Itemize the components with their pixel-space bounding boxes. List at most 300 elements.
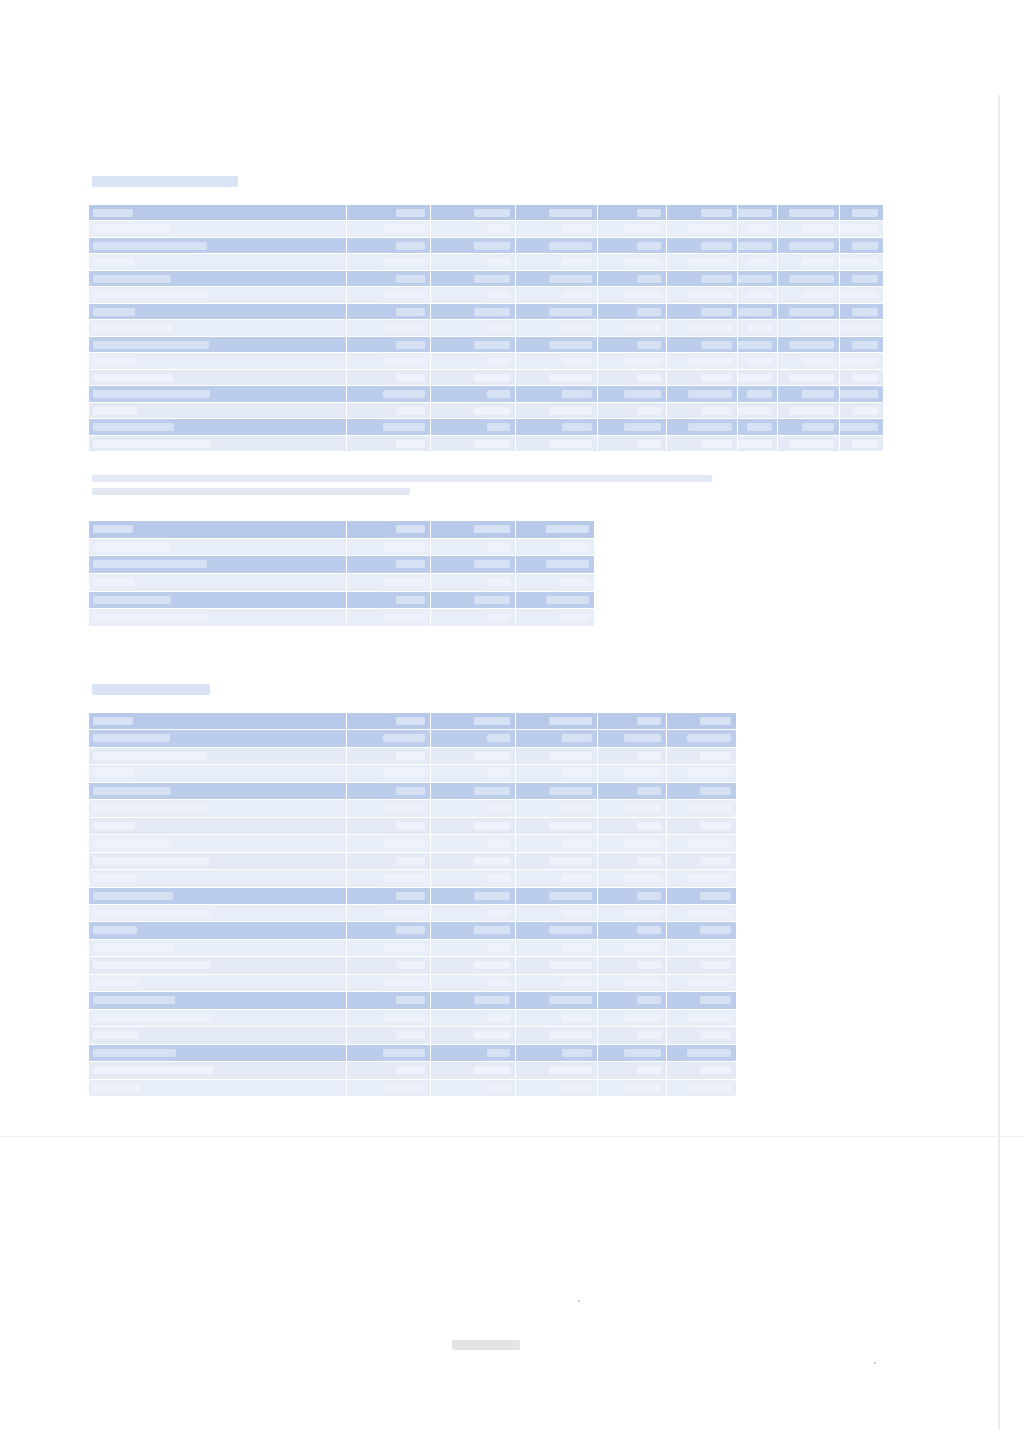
table-cell xyxy=(667,403,738,419)
table-cell xyxy=(89,609,347,627)
table-cell xyxy=(431,556,516,574)
table-cell xyxy=(840,337,884,353)
faded-text xyxy=(624,1084,661,1092)
table-cell xyxy=(598,783,667,800)
table-cell xyxy=(840,386,884,402)
faded-text xyxy=(700,996,731,1004)
table-cell xyxy=(840,436,884,452)
faded-text xyxy=(93,578,134,586)
table-cell xyxy=(89,957,347,974)
faded-text xyxy=(701,440,732,448)
table-cell xyxy=(667,320,738,336)
faded-text xyxy=(93,291,208,299)
faded-text xyxy=(840,258,878,266)
faded-text xyxy=(383,839,425,847)
page-divider xyxy=(0,1136,1024,1137)
faded-text xyxy=(624,734,661,742)
table-1 xyxy=(89,205,884,452)
table-cell xyxy=(89,835,347,852)
faded-text xyxy=(93,1031,139,1039)
faded-text xyxy=(738,407,772,415)
table-cell xyxy=(431,320,516,336)
table-cell xyxy=(738,353,778,369)
table-cell xyxy=(89,800,347,817)
faded-text xyxy=(701,308,732,316)
faded-text xyxy=(474,308,510,316)
table-cell xyxy=(347,730,431,747)
faded-text xyxy=(559,578,589,586)
faded-text xyxy=(487,357,510,365)
table-cell xyxy=(431,386,516,402)
table-cell xyxy=(431,337,516,353)
table-cell xyxy=(516,730,598,747)
faded-text xyxy=(562,874,592,882)
table-cell xyxy=(89,975,347,992)
table-cell xyxy=(598,713,667,730)
faded-text xyxy=(383,225,425,233)
table-cell xyxy=(516,436,598,452)
faded-text xyxy=(383,1049,425,1057)
table-cell xyxy=(778,386,840,402)
faded-text xyxy=(487,291,510,299)
faded-text xyxy=(487,874,510,882)
faded-text xyxy=(93,804,208,812)
faded-text xyxy=(549,209,592,217)
faded-text xyxy=(802,291,834,299)
table-cell xyxy=(667,1010,737,1027)
faded-text xyxy=(396,596,425,604)
faded-text xyxy=(562,839,592,847)
faded-text xyxy=(383,357,425,365)
faded-text xyxy=(487,979,510,987)
table-cell xyxy=(778,419,840,435)
table-cell xyxy=(431,888,516,905)
table-cell xyxy=(840,353,884,369)
table-cell xyxy=(598,1027,667,1044)
table-cell xyxy=(840,221,884,237)
table-cell xyxy=(598,1010,667,1027)
table-cell xyxy=(667,888,737,905)
section-heading-1 xyxy=(92,176,238,187)
faded-text xyxy=(396,926,425,934)
faded-text xyxy=(802,423,834,431)
faded-text xyxy=(383,1014,425,1022)
table-cell xyxy=(598,748,667,765)
faded-text xyxy=(549,407,592,415)
faded-text xyxy=(474,961,510,969)
table-cell xyxy=(516,853,598,870)
faded-text xyxy=(474,275,510,283)
table-cell xyxy=(598,353,667,369)
table-cell xyxy=(840,271,884,287)
table-cell xyxy=(89,254,347,270)
faded-text xyxy=(93,543,170,551)
faded-text xyxy=(487,1084,510,1092)
table-cell xyxy=(840,419,884,435)
faded-text xyxy=(840,225,878,233)
table-cell xyxy=(89,287,347,303)
table-cell xyxy=(516,748,598,765)
table-cell xyxy=(347,238,431,254)
faded-text xyxy=(624,1049,661,1057)
faded-text xyxy=(487,543,510,551)
table-cell xyxy=(667,370,738,386)
table-cell xyxy=(516,403,598,419)
faded-text xyxy=(738,275,772,283)
table-cell xyxy=(431,818,516,835)
table-cell xyxy=(516,592,595,610)
faded-text xyxy=(789,242,834,250)
table-cell xyxy=(516,521,595,539)
faded-text xyxy=(562,1084,592,1092)
table-cell xyxy=(667,419,738,435)
table-cell xyxy=(598,205,667,221)
faded-text xyxy=(487,258,510,266)
faded-text xyxy=(396,341,425,349)
table-cell xyxy=(89,521,347,539)
faded-text xyxy=(637,857,661,865)
table-cell xyxy=(347,922,431,939)
table-cell xyxy=(840,304,884,320)
table-cell xyxy=(667,853,737,870)
faded-text xyxy=(474,1066,510,1074)
faded-text xyxy=(840,291,878,299)
table-cell xyxy=(89,556,347,574)
table-cell xyxy=(89,238,347,254)
faded-text xyxy=(396,857,425,865)
table-cell xyxy=(89,539,347,557)
table-cell xyxy=(431,1045,516,1062)
faded-text xyxy=(93,242,207,250)
faded-text xyxy=(747,423,772,431)
table-cell xyxy=(347,835,431,852)
faded-text xyxy=(637,275,661,283)
page-edge xyxy=(998,95,1000,1430)
table-cell xyxy=(347,539,431,557)
faded-text xyxy=(701,209,732,217)
table-cell xyxy=(347,370,431,386)
table-cell xyxy=(516,1080,598,1097)
faded-text xyxy=(396,242,425,250)
table-cell xyxy=(431,730,516,747)
table-cell xyxy=(667,992,737,1009)
faded-text xyxy=(688,324,732,332)
table-cell xyxy=(516,800,598,817)
table-cell xyxy=(431,271,516,287)
faded-text xyxy=(701,407,732,415)
table-cell xyxy=(431,609,516,627)
table-cell xyxy=(431,975,516,992)
table-cell xyxy=(516,940,598,957)
table-cell xyxy=(347,386,431,402)
faded-text xyxy=(383,258,425,266)
faded-text xyxy=(700,717,731,725)
faded-text xyxy=(789,440,834,448)
faded-text xyxy=(474,596,510,604)
faded-text xyxy=(93,1049,176,1057)
faded-text xyxy=(93,839,172,847)
faded-text xyxy=(93,440,211,448)
table-cell xyxy=(516,835,598,852)
table-cell xyxy=(738,254,778,270)
faded-text xyxy=(93,275,171,283)
table-cell xyxy=(598,238,667,254)
table-cell xyxy=(598,370,667,386)
section-heading-2 xyxy=(92,684,210,695)
faded-text xyxy=(637,996,661,1004)
faded-text xyxy=(688,258,732,266)
faded-text xyxy=(559,613,589,621)
faded-text xyxy=(549,275,592,283)
table-cell xyxy=(89,730,347,747)
faded-text xyxy=(474,892,510,900)
faded-text xyxy=(637,341,661,349)
table-cell xyxy=(431,592,516,610)
table-cell xyxy=(516,353,598,369)
table-cell xyxy=(347,853,431,870)
table-cell xyxy=(89,386,347,402)
table-cell xyxy=(667,287,738,303)
table-cell xyxy=(667,353,738,369)
faded-text xyxy=(687,1049,731,1057)
table-cell xyxy=(598,730,667,747)
table-cell xyxy=(431,254,516,270)
faded-text xyxy=(93,787,171,795)
faded-text xyxy=(383,324,425,332)
faded-text xyxy=(747,258,772,266)
faded-text xyxy=(383,423,425,431)
table-cell xyxy=(347,713,431,730)
table-cell xyxy=(516,765,598,782)
faded-text xyxy=(562,734,592,742)
faded-text xyxy=(562,258,592,266)
faded-text xyxy=(637,822,661,830)
table-cell xyxy=(667,1027,737,1044)
faded-text xyxy=(487,909,510,917)
faded-text xyxy=(549,341,592,349)
table-cell xyxy=(347,574,431,592)
table-cell xyxy=(778,254,840,270)
faded-text xyxy=(93,341,209,349)
table-cell xyxy=(598,320,667,336)
faded-text xyxy=(624,909,661,917)
faded-text xyxy=(549,1031,592,1039)
faded-text xyxy=(688,390,732,398)
faded-text xyxy=(700,787,731,795)
table-cell xyxy=(347,1027,431,1044)
faded-text xyxy=(93,357,136,365)
table-cell xyxy=(516,922,598,939)
table-cell xyxy=(347,940,431,957)
faded-text xyxy=(487,1049,510,1057)
table-cell xyxy=(347,521,431,539)
table-3 xyxy=(89,713,737,1097)
faded-text xyxy=(852,308,878,316)
table-cell xyxy=(667,386,738,402)
faded-text xyxy=(852,407,878,415)
table-cell xyxy=(431,205,516,221)
faded-text xyxy=(93,717,133,725)
faded-text xyxy=(637,209,661,217)
faded-text xyxy=(789,341,834,349)
table-cell xyxy=(347,337,431,353)
table-cell xyxy=(778,271,840,287)
paragraph-line xyxy=(92,488,410,495)
faded-text xyxy=(637,407,661,415)
table-cell xyxy=(89,436,347,452)
table-cell xyxy=(89,765,347,782)
table-cell xyxy=(431,574,516,592)
faded-text xyxy=(637,374,661,382)
table-cell xyxy=(667,730,737,747)
table-cell xyxy=(516,419,598,435)
table-cell xyxy=(431,1062,516,1079)
table-cell xyxy=(598,905,667,922)
table-cell xyxy=(516,783,598,800)
table-cell xyxy=(778,221,840,237)
table-cell xyxy=(89,574,347,592)
faded-text xyxy=(396,209,425,217)
table-cell xyxy=(738,403,778,419)
table-cell xyxy=(840,287,884,303)
faded-text xyxy=(700,1066,731,1074)
paragraph-line xyxy=(92,475,712,482)
table-cell xyxy=(516,320,598,336)
faded-text xyxy=(624,944,661,952)
table-cell xyxy=(516,271,598,287)
faded-text xyxy=(687,769,731,777)
table-cell xyxy=(667,818,737,835)
table-cell xyxy=(840,403,884,419)
faded-text xyxy=(624,324,661,332)
table-cell xyxy=(431,353,516,369)
table-cell xyxy=(347,304,431,320)
faded-text xyxy=(700,752,731,760)
table-cell xyxy=(516,1027,598,1044)
faded-text xyxy=(688,423,732,431)
table-cell xyxy=(89,992,347,1009)
page-number-mark xyxy=(452,1340,520,1350)
table-cell xyxy=(516,818,598,835)
table-cell xyxy=(89,1062,347,1079)
faded-text xyxy=(474,926,510,934)
table-cell xyxy=(516,337,598,353)
table-cell xyxy=(516,888,598,905)
faded-text xyxy=(93,909,210,917)
faded-text xyxy=(93,596,171,604)
table-cell xyxy=(347,748,431,765)
faded-text xyxy=(637,961,661,969)
table-cell xyxy=(516,386,598,402)
faded-text xyxy=(624,1014,661,1022)
table-cell xyxy=(347,905,431,922)
table-cell xyxy=(431,539,516,557)
table-2 xyxy=(89,521,595,627)
table-cell xyxy=(89,748,347,765)
table-cell xyxy=(431,370,516,386)
table-cell xyxy=(89,370,347,386)
table-cell xyxy=(89,205,347,221)
faded-text xyxy=(700,892,731,900)
table-cell xyxy=(431,748,516,765)
faded-text xyxy=(383,734,425,742)
faded-text xyxy=(687,839,731,847)
faded-text xyxy=(624,839,661,847)
faded-text xyxy=(687,1014,731,1022)
faded-text xyxy=(474,341,510,349)
table-cell xyxy=(667,957,737,974)
faded-text xyxy=(624,874,661,882)
faded-text xyxy=(396,1031,425,1039)
faded-text xyxy=(474,242,510,250)
table-cell xyxy=(778,353,840,369)
faded-text xyxy=(93,944,174,952)
faded-text xyxy=(840,423,878,431)
faded-text xyxy=(624,423,661,431)
table-cell xyxy=(738,320,778,336)
faded-text xyxy=(688,357,732,365)
table-cell xyxy=(347,783,431,800)
table-cell xyxy=(667,337,738,353)
faded-text xyxy=(747,324,772,332)
faded-text xyxy=(396,275,425,283)
faded-text xyxy=(383,291,425,299)
table-cell xyxy=(667,1062,737,1079)
table-cell xyxy=(840,370,884,386)
faded-text xyxy=(549,717,592,725)
faded-text xyxy=(747,357,772,365)
faded-text xyxy=(802,357,834,365)
table-cell xyxy=(516,1045,598,1062)
table-cell xyxy=(738,386,778,402)
table-cell xyxy=(347,1080,431,1097)
table-cell xyxy=(89,1080,347,1097)
table-cell xyxy=(516,957,598,974)
table-cell xyxy=(431,922,516,939)
faded-text xyxy=(701,341,732,349)
faded-text xyxy=(700,822,731,830)
faded-text xyxy=(93,324,172,332)
table-cell xyxy=(347,765,431,782)
faded-text xyxy=(93,1084,140,1092)
table-cell xyxy=(431,436,516,452)
faded-text xyxy=(852,374,878,382)
faded-text xyxy=(396,752,425,760)
faded-text xyxy=(487,1014,510,1022)
table-cell xyxy=(738,238,778,254)
table-cell xyxy=(431,853,516,870)
table-cell xyxy=(667,205,738,221)
faded-text xyxy=(396,560,425,568)
table-cell xyxy=(431,765,516,782)
table-cell xyxy=(516,556,595,574)
faded-text xyxy=(637,892,661,900)
faded-text xyxy=(396,525,425,533)
table-cell xyxy=(347,254,431,270)
faded-text xyxy=(687,909,731,917)
faded-text xyxy=(396,822,425,830)
table-cell xyxy=(431,238,516,254)
table-cell xyxy=(347,271,431,287)
faded-text xyxy=(562,357,592,365)
faded-text xyxy=(474,560,510,568)
table-cell xyxy=(598,870,667,887)
table-cell xyxy=(431,403,516,419)
faded-text xyxy=(637,752,661,760)
faded-text xyxy=(687,979,731,987)
table-cell xyxy=(347,1062,431,1079)
faded-text xyxy=(396,374,425,382)
